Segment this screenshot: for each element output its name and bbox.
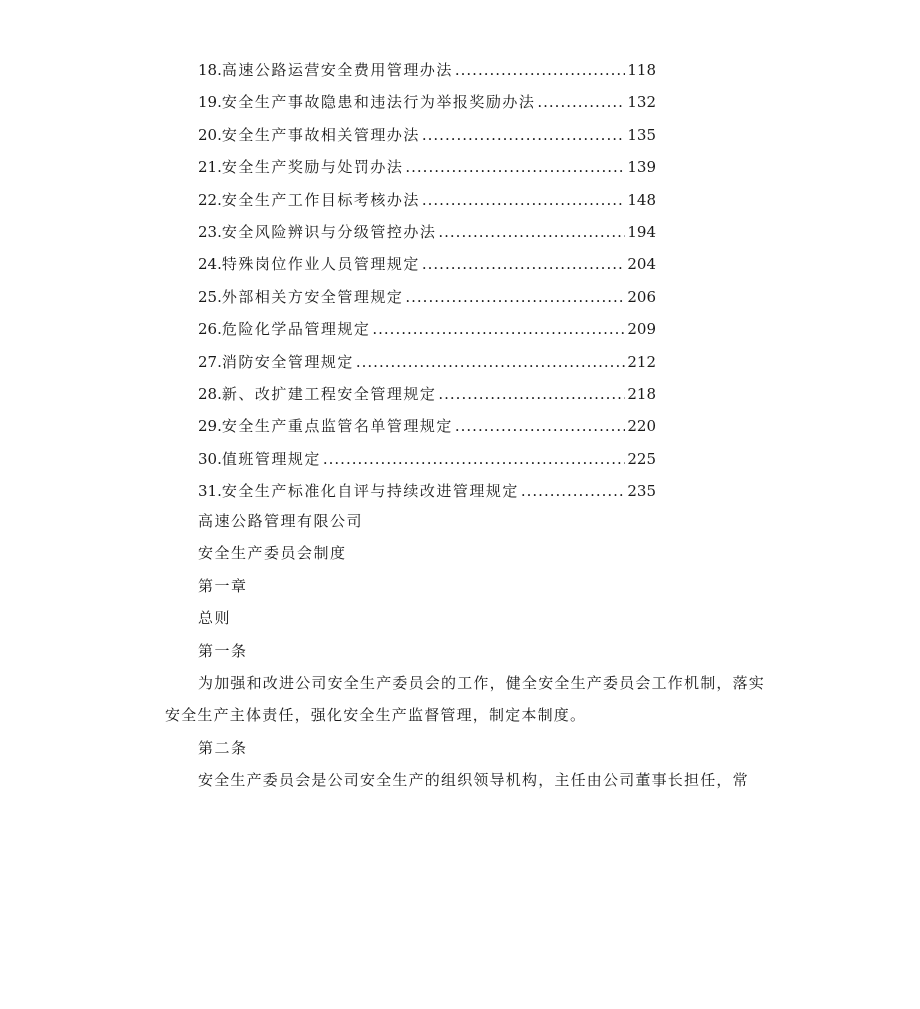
toc-number: 22. xyxy=(198,190,222,209)
toc-title: 安全生产工作目标考核办法 xyxy=(221,190,420,209)
toc-title: 值班管理规定 xyxy=(221,449,321,468)
toc-entry[interactable] xyxy=(198,475,656,507)
toc-page-number: 135 xyxy=(627,125,656,144)
toc-dot-leader xyxy=(323,443,625,475)
toc-dot-leader xyxy=(405,281,625,313)
chapter-number: 第一章 xyxy=(198,576,248,595)
document-title: 安全生产委员会制度 xyxy=(198,544,347,563)
toc-entry[interactable] xyxy=(198,86,656,118)
toc-page-number: 118 xyxy=(627,61,656,79)
toc-entry[interactable] xyxy=(198,248,656,280)
toc-dot-leader xyxy=(372,313,625,345)
toc-title: 安全生产事故隐患和违法行为举报奖励办法 xyxy=(221,93,536,112)
toc-page-number: 204 xyxy=(627,255,656,274)
document-body xyxy=(165,505,765,797)
toc-number: 20. xyxy=(198,125,222,144)
toc-entry[interactable] xyxy=(198,281,656,313)
toc-entry[interactable] xyxy=(198,54,656,86)
toc-dot-leader xyxy=(438,216,625,248)
toc-page-number: 139 xyxy=(627,158,656,177)
toc-title: 高速公路运营安全费用管理办法 xyxy=(221,61,453,79)
toc-dot-leader xyxy=(422,248,625,280)
toc-entry[interactable] xyxy=(198,151,656,183)
toc-number: 18. xyxy=(198,61,222,79)
toc-dot-leader xyxy=(405,151,625,183)
toc-entry[interactable] xyxy=(198,119,656,151)
toc-dot-leader xyxy=(438,378,625,410)
toc-entry[interactable] xyxy=(198,443,656,475)
toc-dot-leader xyxy=(356,346,625,378)
article-paragraph: 安全生产委员会是公司安全生产的组织领导机构，主任由公司董事长担任，常 xyxy=(198,771,749,790)
article-heading: 第一条 xyxy=(198,641,248,660)
toc-entry[interactable] xyxy=(198,410,656,442)
table-of-contents xyxy=(198,54,656,507)
toc-number: 31. xyxy=(198,482,222,501)
toc-title: 消防安全管理规定 xyxy=(221,352,354,371)
toc-entry[interactable] xyxy=(198,346,656,378)
toc-dot-leader xyxy=(521,475,625,507)
toc-number: 23. xyxy=(198,222,222,241)
toc-title: 安全生产重点监管名单管理规定 xyxy=(221,417,453,436)
toc-entry[interactable] xyxy=(198,378,656,410)
article-heading: 第二条 xyxy=(198,738,248,757)
toc-page-number: 220 xyxy=(627,417,656,436)
toc-title: 危险化学品管理规定 xyxy=(221,320,371,339)
company-name: 高速公路管理有限公司 xyxy=(198,512,364,530)
toc-title: 安全生产奖励与处罚办法 xyxy=(221,158,404,177)
toc-number: 25. xyxy=(198,287,222,306)
toc-dot-leader xyxy=(422,119,625,151)
article-paragraph: 为加强和改进公司安全生产委员会的工作，健全安全生产委员会工作机制，落实安全生产主体责任，强化安全生产监督管理，制定本制度。 xyxy=(165,673,766,725)
toc-dot-leader xyxy=(537,86,625,118)
toc-title: 安全风险辨识与分级管控办法 xyxy=(221,222,437,241)
toc-page-number: 206 xyxy=(627,287,656,306)
toc-dot-leader xyxy=(422,184,625,216)
toc-entry[interactable] xyxy=(198,184,656,216)
toc-number: 29. xyxy=(198,417,222,436)
toc-entry[interactable] xyxy=(198,216,656,248)
toc-dot-leader xyxy=(455,54,625,86)
chapter-title: 总则 xyxy=(198,609,232,628)
toc-number: 28. xyxy=(198,384,222,403)
toc-page-number: 148 xyxy=(627,190,656,209)
toc-page-number: 132 xyxy=(627,93,656,112)
toc-number: 26. xyxy=(198,320,222,339)
toc-number: 21. xyxy=(198,158,222,177)
toc-title: 特殊岗位作业人员管理规定 xyxy=(221,255,420,274)
toc-page-number: 194 xyxy=(627,222,656,241)
toc-number: 19. xyxy=(198,93,222,112)
toc-title: 新、改扩建工程安全管理规定 xyxy=(221,384,437,403)
toc-title: 安全生产标准化自评与持续改进管理规定 xyxy=(221,482,519,501)
toc-number: 30. xyxy=(198,449,222,468)
toc-page-number: 218 xyxy=(627,384,656,403)
toc-number: 27. xyxy=(198,352,222,371)
toc-page-number: 209 xyxy=(627,320,656,339)
toc-page-number: 225 xyxy=(627,449,656,468)
toc-page-number: 212 xyxy=(627,352,656,371)
toc-dot-leader xyxy=(455,410,625,442)
toc-number: 24. xyxy=(198,255,222,274)
toc-title: 外部相关方安全管理规定 xyxy=(221,287,404,306)
toc-title: 安全生产事故相关管理办法 xyxy=(221,125,420,144)
toc-entry[interactable] xyxy=(198,313,656,345)
toc-page-number: 235 xyxy=(627,482,656,501)
